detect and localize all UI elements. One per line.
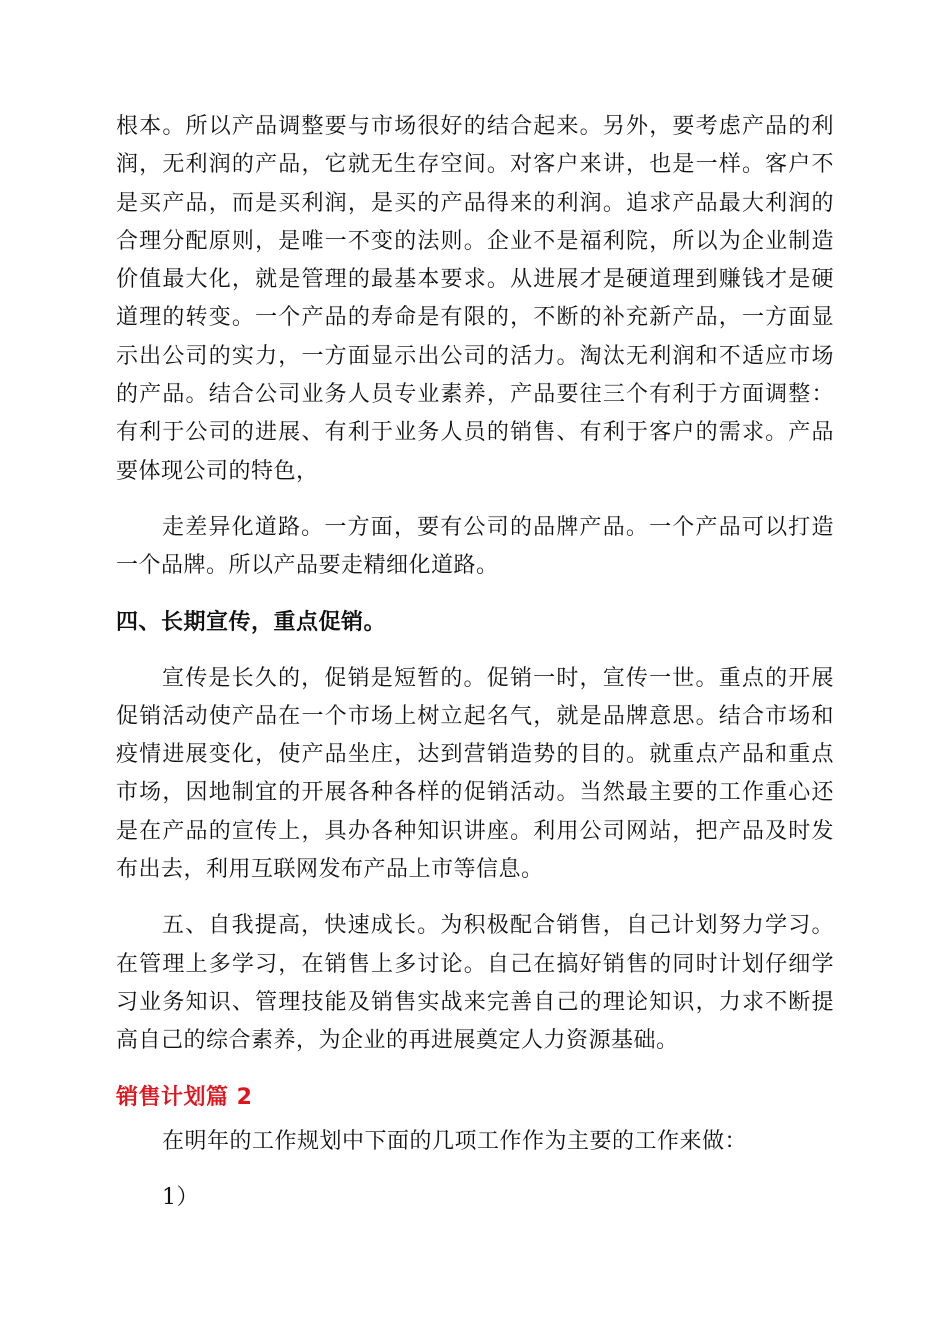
document-body <box>116 108 834 1217</box>
paragraph-continuation: 根本。所以产品调整要与市场很好的结合起来。另外，要考虑产品的利润，无利润的产品，它就无生存空间。对客户来讲，也是一样。客户不是买产品，而是买利润，是买的产品得来的利润。追求产品最大利润的合理分配原则，是唯一不变的法则。企业不是福利院，所以为企业制造价值最大化，就是管理的最基本要求。从进展才是硬道理到赚钱才是硬道理的转变。一个产品的寿命是有限的，不断的补充新产品，一方面显示出公司的实力，一方面显示出公司的活力。淘汰无利润和不适应市场的产品。结合公司业务人员专业素养，产品要往三个有利于方面调整：有利于公司的进展、有利于业务人员的销售、有利于客户的需求。产品要体现公司的特色， <box>116 114 834 484</box>
paragraph-differentiation: 走差异化道路。一方面，要有公司的品牌产品。一个产品可以打造一个品牌。所以产品要走精细化道路。 <box>116 514 834 579</box>
paragraph-promotion: 宣传是长久的，促销是短暂的。促销一时，宣传一世。重点的开展促销活动使产品在一个市场上树立起名气，就是品牌意思。结合市场和疫情进展变化，使产品坐庄，达到营销造势的目的。就重点产品和重点市场，因地制宜的开展各种各样的促销活动。当然最主要的工作重心还是在产品的宣传上，具办各种知识讲座。利用公司网站，把产品及时发布出去，利用互联网发布产品上市等信息。 <box>116 665 834 883</box>
paragraph-work-plan-intro: 在明年的工作规划中下面的几项工作作为主要的工作来做： <box>162 1128 748 1154</box>
list-item-marker-1: 1） <box>162 1184 199 1210</box>
paragraph-self-improvement: 五、自我提高，快速成长。为积极配合销售，自己计划努力学习。在管理上多学习，在销售上多讨论。自己在搞好销售的同时计划仔细学习业务知识、管理技能及销售实战来完善自己的理论知识，力求不断提高自己的综合素养，为企业的再进展奠定人力资源基础。 <box>116 913 834 1054</box>
heading-section-four: 四、长期宣传，重点促销。 <box>116 609 387 635</box>
section-title-sales-plan-2: 销售计划篇 2 <box>116 1084 253 1110</box>
